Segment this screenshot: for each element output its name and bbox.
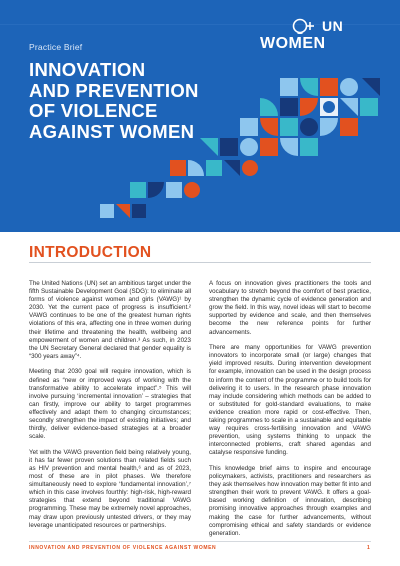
title-line: INNOVATION [29, 59, 146, 80]
un-emblem-icon [292, 18, 318, 34]
section-heading: INTRODUCTION [29, 244, 152, 261]
paragraph: The United Nations (UN) set an ambitious target under the fifth Sustainable Development Goal (SDG): to eliminate all forms of violence against women and girls (VAWG)¹ by 2030. Yet the current pace of progress is insufficient.² VAWG continues to be one of the greatest human rights violations of this era, affecting one in three women during their lifetime and threatening the health, wellbeing and empowerment of women and children.³ As such, in 2023 the UN Secretary General declared that gender equality is “300 years away”⁴. [29, 280, 191, 360]
tile-orange [320, 78, 338, 96]
logo-un-text: UN [322, 18, 344, 34]
footer-running-title: INNOVATION AND PREVENTION OF VIOLENCE AGAINST WOMEN [29, 545, 217, 551]
left-column [29, 280, 191, 537]
tile-teal-quarter [300, 78, 318, 96]
tile-circle [340, 78, 358, 96]
footer-divider [29, 541, 371, 542]
title-line: AND PREVENTION [29, 79, 199, 101]
paragraph: This knowledge brief aims to inspire and encourage policymakers, activists, practitioners and researchers as they ask themselves how innovation may better fit into and strengthen their work to prevent VAWG. It offers a goal-based working definition of innovation, describing promising innovative approaches through examples and making the case for further advancements, without compromising ethical and safety standards or evidence generation. [209, 464, 371, 537]
un-women-logo [262, 18, 388, 52]
cover-hero [0, 0, 400, 232]
tile-navy-triangle [362, 78, 380, 96]
paragraph: A focus on innovation gives practitioners the tools and vocabulary to stretch beyond the comfort of best practice, strengthen the dynamic cycle of evidence generation and grow the field. In this way, novel ideas will start to become supported by evidence and scale, and then themselves become the new reference points for further advancements. [209, 280, 371, 336]
page-number: 1 [367, 545, 370, 551]
series-label: Practice Brief [29, 42, 83, 52]
section-divider [29, 262, 371, 263]
paragraph: Meeting that 2030 goal will require innovation, which is defined as “new or improved ways of working with the transformative ability to accelerate impact”.⁵ This will involve pursuing ‘incremental innovation’ – strategies that can firstly, improve our ability to target programmes effectively and adapt them to changing circumstances; secondly strengthen the impact of existing initiatives; and thirdly, deliver evidence-based strategies at a broader scale. [29, 368, 191, 441]
title-line: AGAINST WOMEN [29, 120, 195, 142]
paragraph: Yet with the VAWG prevention field being relatively young, it has far fewer proven solutions than related fields such as HIV prevention and mental health,⁶ and as of 2023, most of these are in pilot phases. We therefore simultaneously need to explore ‘fundamental innovation’,⁷ which in this case involves fourthly: high-risk, high-reward strategies that extend beyond traditional VAWG programming. These may be extremely novel approaches, may draw upon previously untested drivers, or they may leverage unanticipated resources or partnerships. [29, 448, 191, 529]
tile-light-blue [280, 78, 298, 96]
right-column [209, 280, 371, 545]
paragraph: There are many opportunities for VAWG prevention innovators to incorporate small (or large) changes that yield improved results. During intervention development for example, innovation can be used in the design process to inform the content of the programme or to build tools for delivering it to users. In the research phase innovation may include considering which methods can be added to or substituted for gold-standard evaluations, to make evidence creation more rapid or cost-effective. Then, taking programmes to scale in a sustainable and equitable way requires cross-fertilising innovation and VAWG prevention, using systems thinking to unpack the interconnected problems, craft shared agendas and catalyse responsive funding. [209, 344, 371, 457]
document-title [29, 60, 229, 142]
title-line: OF VIOLENCE [29, 100, 158, 121]
logo-women-text: WOMEN [260, 35, 326, 52]
